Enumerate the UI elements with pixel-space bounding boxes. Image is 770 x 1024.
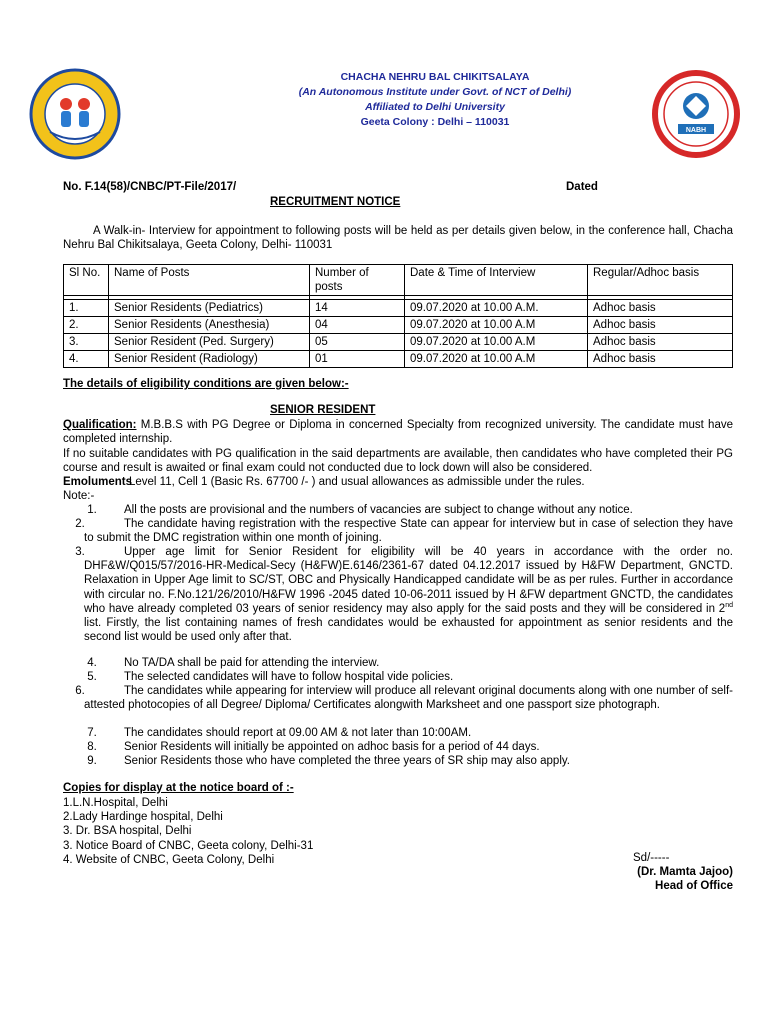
note-number: 7. [87,727,97,739]
row-basis: Adhoc basis [588,317,733,334]
org-address: Geeta Colony : Delhi – 110031 [360,116,510,128]
note-item [60,754,733,768]
note-text: Senior Residents those who have completed the three years of SR ship may also apply. [124,755,570,767]
note-superscript: nd [725,601,733,609]
note-text: The candidate having registration with the respective State can appear for interview but in case of selection they have to submit the DMC registration within one month of joining. [84,518,733,545]
senior-resident-heading: SENIOR RESIDENT [270,404,376,416]
header-post: Name of Posts [109,265,310,296]
notice-title: RECRUITMENT NOTICE [270,196,401,208]
note-number: 3. [75,546,85,558]
note-text: The candidates while appearing for interview will produce all relevant original documents along with one number of self-attested photocopies of all Degree/ Diploma/ Certificates alongwith Marksheet and one passport size photograph. [84,685,733,712]
note-item [60,740,733,754]
eligibility-heading: The details of eligibility conditions are given below:- [63,378,349,390]
header-number: Number of posts [310,265,405,296]
row-number: 01 [310,351,405,368]
row-post: Senior Residents (Pediatrics) [109,300,310,317]
note-text: All the posts are provisional and the numbers of vacancies are subject to change without any notice. [124,504,633,516]
list-item: 4. Website of CNBC, Geeta Colony, Delhi [63,853,275,866]
row-number: 14 [310,300,405,317]
table-row [64,300,733,317]
header-date: Date & Time of Interview [405,265,588,296]
table-row [64,334,733,351]
header-basis: Regular/Adhoc basis [588,265,733,296]
list-item: 3. Dr. BSA hospital, Delhi [63,825,192,838]
note-number: 4. [87,657,97,669]
nabh-logo-text: NABH [685,127,707,134]
note-number: 6. [75,685,85,697]
note-number: 5. [87,671,97,683]
row-sl: 4. [64,351,109,368]
note-text: No TA/DA shall be paid for attending the interview. [124,657,380,669]
row-date: 09.07.2020 at 10.00 A.M [405,317,588,334]
org-line2: (An Autonomous Institute under Govt. of NCT of Delhi) [298,86,572,98]
header-sl: Sl No. [64,265,109,296]
note-label: Note:- [63,490,95,502]
posts-table [63,264,733,368]
signatory-name: (Dr. Mamta Jajoo) [637,866,733,878]
note-item [75,684,733,712]
note-item [75,517,733,545]
intro-paragraph: A Walk-in- Interview for appointment to following posts will be held as per details given below, in the conference hall, Chacha Nehru Bal Chikitsalaya, Geeta Colony, Delhi- 110031 [63,225,733,252]
note-item [60,726,733,740]
emoluments-text: Level 11, Cell 1 (Basic Rs. 67700 /- ) and usual allowances as admissible under the rules. [129,476,585,488]
emoluments-label: Emoluments [63,476,133,488]
cnbc-logo [28,66,122,162]
row-date: 09.07.2020 at 10.00 A.M [405,351,588,368]
note-number: 8. [87,741,97,753]
row-post: Senior Resident (Ped. Surgery) [109,334,310,351]
row-number: 05 [310,334,405,351]
emoluments-paragraph [63,475,733,489]
note-text: Senior Residents will initially be appointed on adhoc basis for a period of 44 days. [124,741,540,753]
note-item [75,545,733,644]
copies-heading: Copies for display at the notice board of :- [63,782,294,794]
note-item [60,656,733,670]
note-item [60,670,733,684]
copies-list [63,796,313,867]
row-basis: Adhoc basis [588,351,733,368]
row-date: 09.07.2020 at 10.00 A.M [405,334,588,351]
row-basis: Adhoc basis [588,300,733,317]
row-number: 04 [310,317,405,334]
table-header-row [64,265,733,296]
qualification-paragraph [63,418,733,446]
dated-label: Dated [566,181,598,193]
row-sl: 3. [64,334,109,351]
table-row [64,351,733,368]
note-text: The selected candidates will have to follow hospital vide policies. [124,671,454,683]
row-date: 09.07.2020 at 10.00 A.M. [405,300,588,317]
row-post: Senior Resident (Radiology) [109,351,310,368]
table-row [64,317,733,334]
qualification-label: Qualification: [63,419,137,431]
note-number: 1. [87,504,97,516]
note-text-cont: list. Firstly, the list containing names of fresh candidates would be exhausted for appointment as senior residents and the second list would be used only after that. [84,617,733,644]
org-line3: Affiliated to Delhi University [365,101,505,113]
signature-sd: Sd/----- [633,852,670,864]
letterhead [200,70,670,130]
pg-paragraph: If no suitable candidates with PG qualification in the said departments are available, then candidates who have completed their PG course and result is awaited or final exam could not conducted due to lock down will also be considered. [63,448,733,475]
row-basis: Adhoc basis [588,334,733,351]
reference-number: No. F.14(58)/CNBC/PT-File/2017/ [63,181,237,193]
list-item: 3. Notice Board of CNBC, Geeta colony, Delhi-31 [63,839,314,852]
note-number: 9. [87,755,97,767]
row-sl: 1. [64,300,109,317]
list-item: 2.Lady Hardinge hospital, Delhi [63,811,223,824]
note-number: 2. [75,518,85,530]
note-text: The candidates should report at 09.00 AM & not later than 10:00AM. [124,727,472,739]
qualification-text: M.B.B.S with PG Degree or Diploma in concerned Specialty from recognized university. The candidate must have completed internship. [63,419,733,446]
org-name: CHACHA NEHRU BAL CHIKITSALAYA [340,71,530,83]
note-text: Upper age limit for Senior Resident for eligibility will be 40 years in accordance with the order no. DHF&W/Q015/57/2016-HR-Medical-Secy (H&FW)E.6146/2361-67 dated 04.12.2017 issued by H&FW Department, GNCTD. Relaxation in Upper Age limit to SC/ST, OBC and Physically Handicapped candidate will be as per rules. Further in accordance with circular no. F.No.121/26/2010/H&FW 1996 -2045 dated 10-06-2011 issued by H &FW department GNCTD, the candidates who have already completed 03 years of senior residency may also apply for the said posts and they will be considered in 2 [84,546,733,615]
note-item [60,503,733,517]
list-item: 1.L.N.Hospital, Delhi [63,797,168,809]
row-post: Senior Residents (Anesthesia) [109,317,310,334]
row-sl: 2. [64,317,109,334]
signatory-title: Head of Office [655,880,733,892]
